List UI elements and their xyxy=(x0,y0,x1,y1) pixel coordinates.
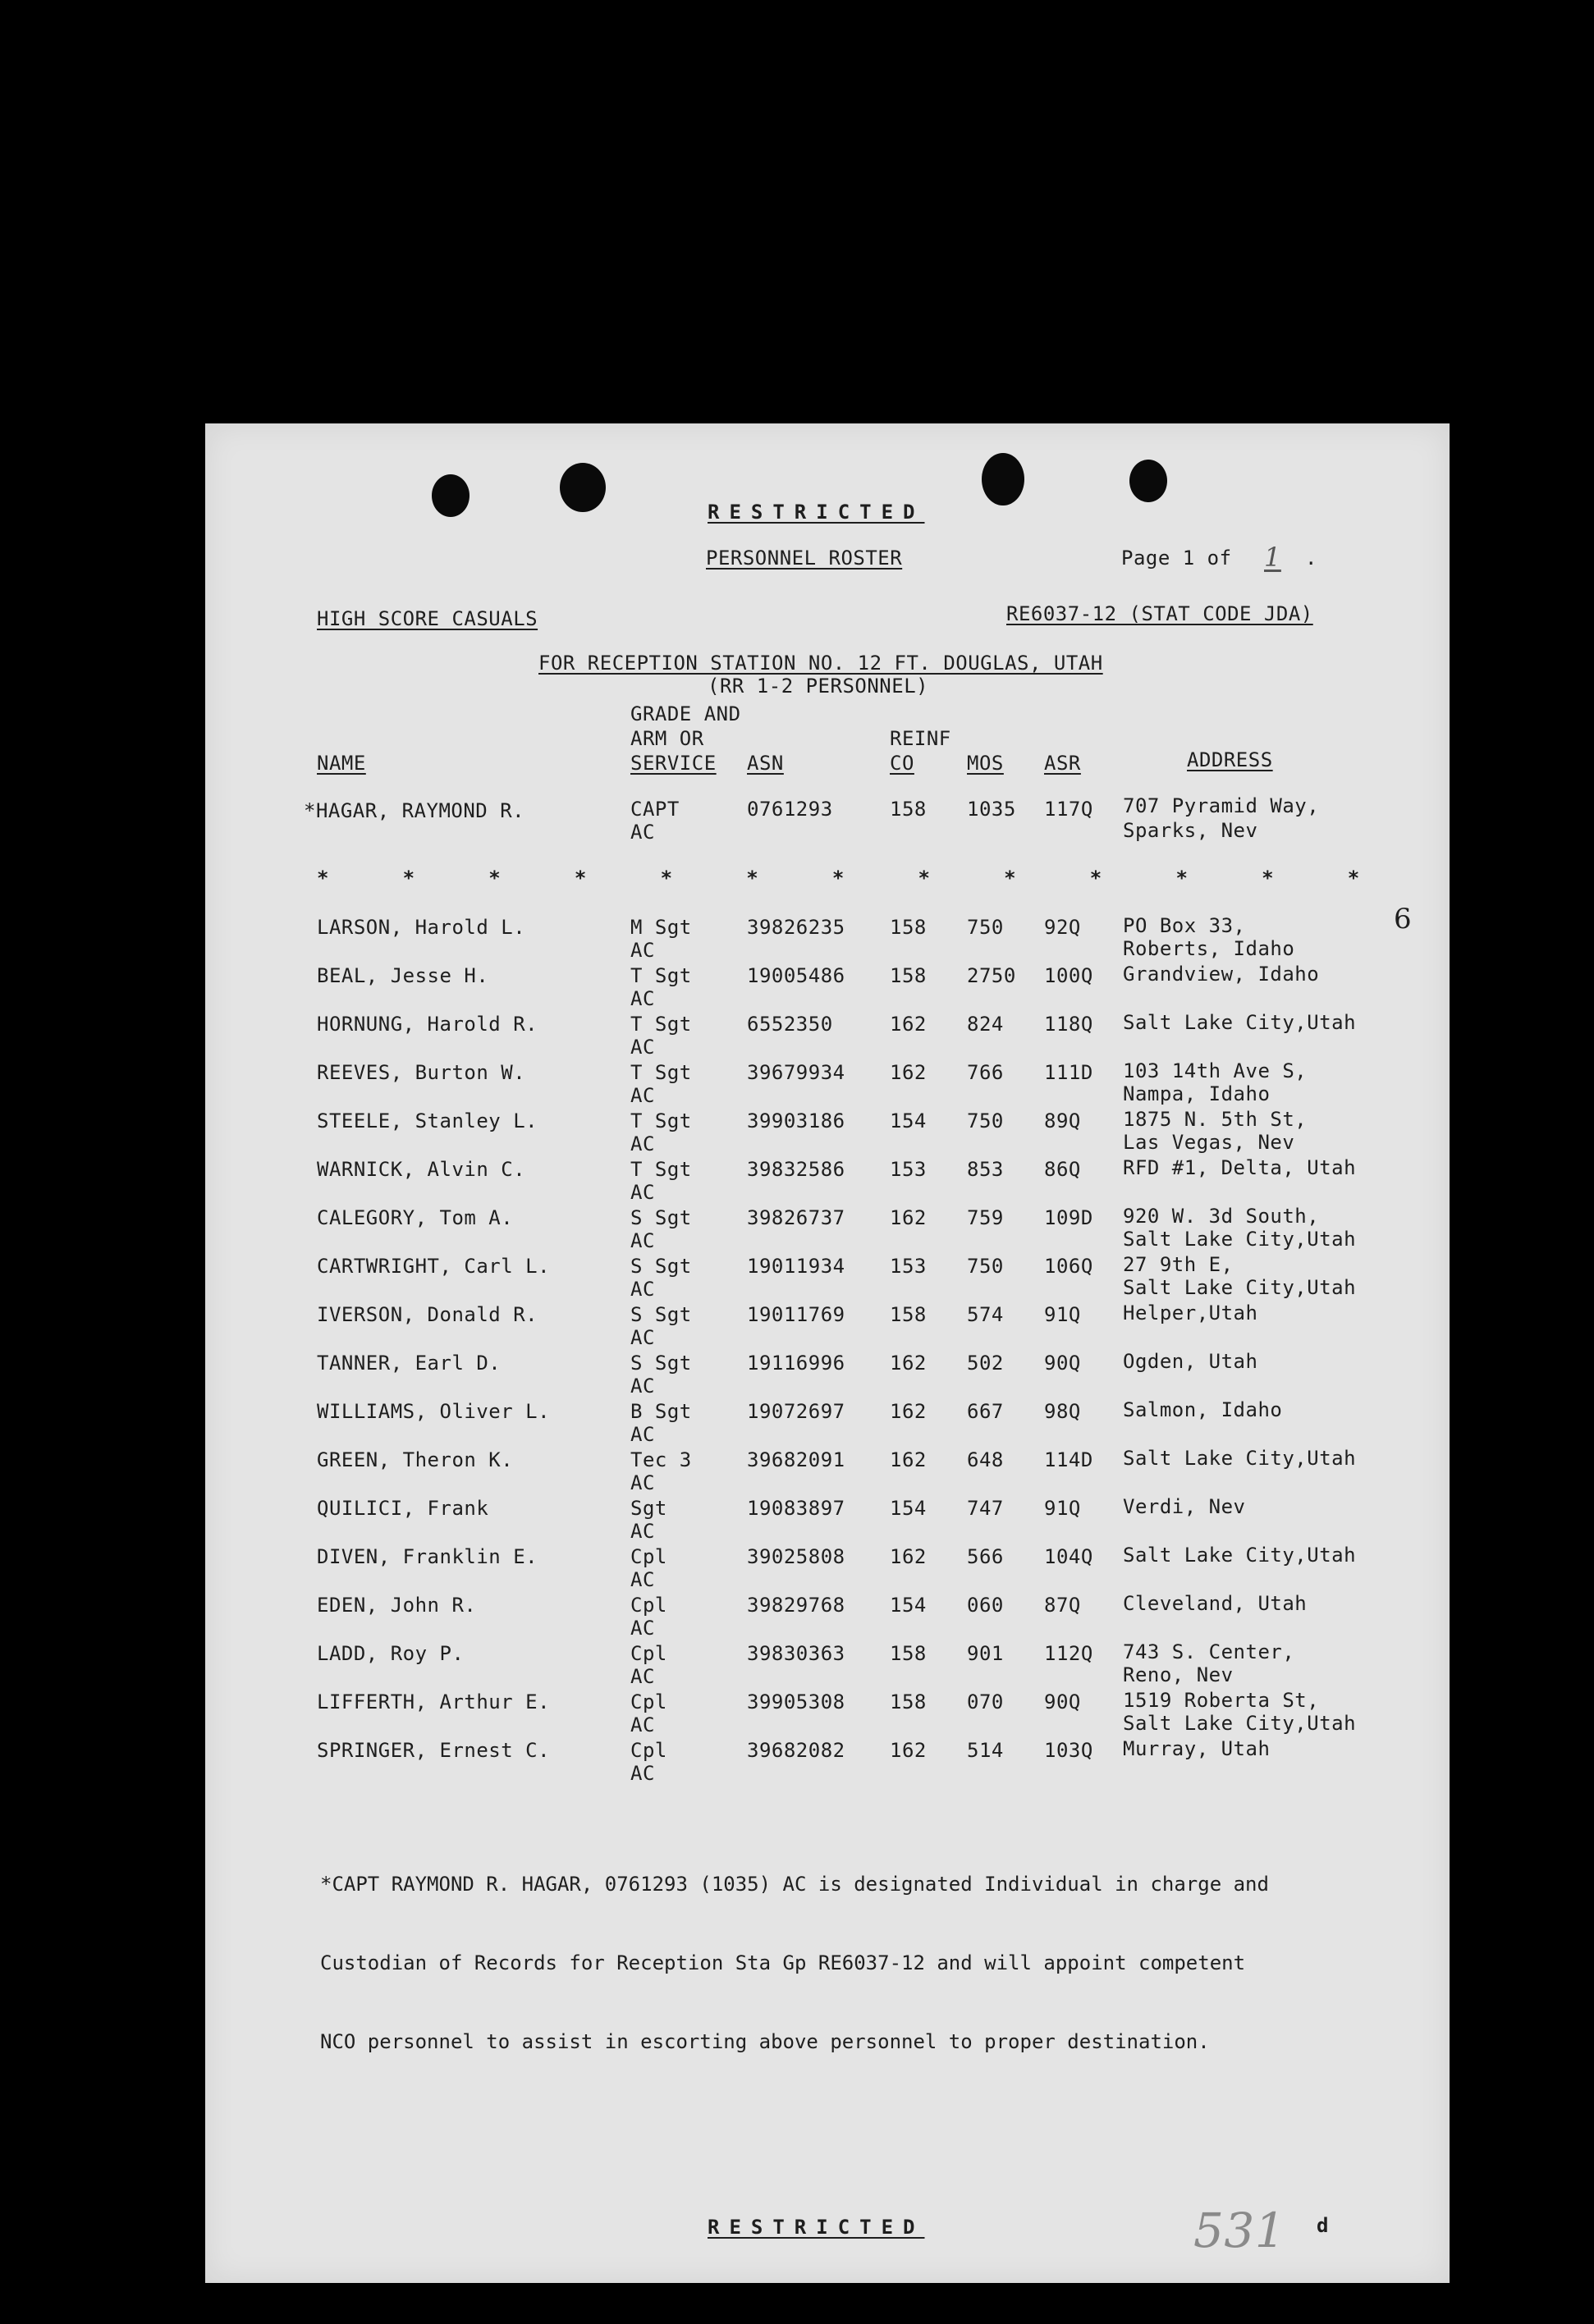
cell-co: 162 xyxy=(890,1061,927,1084)
cell-asn: 39826235 xyxy=(747,916,845,939)
cell-asn: 19072697 xyxy=(747,1400,845,1423)
cell-arm: AC xyxy=(630,1278,655,1301)
cell-addr2: Reno, Nev xyxy=(1123,1663,1234,1686)
separator: * * * * * * * * * * * * * xyxy=(317,867,1360,890)
cell-asr: 103Q xyxy=(1044,1739,1093,1762)
cell-asr: 90Q xyxy=(1044,1690,1081,1713)
cell-asn: 39826737 xyxy=(747,1206,845,1229)
footnote-line-3: NCO personnel to assist in escorting above personnel to proper destination. xyxy=(320,2030,1210,2053)
cell-arm: AC xyxy=(630,1713,655,1736)
cell-addr1: Murray, Utah xyxy=(1123,1737,1271,1760)
col-reinf-1: REINF xyxy=(890,727,951,750)
cell-grade: Cpl xyxy=(630,1739,667,1762)
cell-co: 158 xyxy=(890,1303,927,1326)
officer-asn: 0761293 xyxy=(747,798,833,821)
cell-mos: 648 xyxy=(967,1448,1004,1471)
col-grade-2: ARM OR xyxy=(630,727,704,750)
cell-mos: 750 xyxy=(967,1109,1004,1132)
punch-hole xyxy=(982,453,1024,506)
col-asr: ASR xyxy=(1044,752,1081,775)
cell-arm: AC xyxy=(630,1181,655,1204)
cell-co: 154 xyxy=(890,1109,927,1132)
cell-arm: AC xyxy=(630,939,655,962)
cell-asn: 19011934 xyxy=(747,1255,845,1278)
cell-grade: T Sgt xyxy=(630,1061,692,1084)
cell-mos: 853 xyxy=(967,1158,1004,1181)
punch-hole xyxy=(560,463,606,512)
officer-addr-1: 707 Pyramid Way, xyxy=(1123,794,1320,817)
cell-addr1: 103 14th Ave S, xyxy=(1123,1059,1308,1082)
cell-mos: 759 xyxy=(967,1206,1004,1229)
cell-name: DIVEN, Franklin E. xyxy=(317,1545,538,1568)
restricted-header: RESTRICTED xyxy=(708,501,925,524)
cell-mos: 070 xyxy=(967,1690,1004,1713)
cell-addr2: Salt Lake City,Utah xyxy=(1123,1228,1357,1251)
cell-arm: AC xyxy=(630,1326,655,1349)
cell-arm: AC xyxy=(630,1229,655,1252)
officer-asr: 117Q xyxy=(1044,798,1093,821)
col-grade-3: SERVICE xyxy=(630,752,717,775)
cell-co: 158 xyxy=(890,964,927,987)
cell-name: WARNICK, Alvin C. xyxy=(317,1158,526,1181)
cell-asn: 6552350 xyxy=(747,1013,833,1036)
cell-arm: AC xyxy=(630,1617,655,1640)
cell-arm: AC xyxy=(630,1423,655,1446)
cell-grade: Sgt xyxy=(630,1497,667,1520)
subtitle: (RR 1-2 PERSONNEL) xyxy=(708,675,929,698)
cell-addr1: Helper,Utah xyxy=(1123,1302,1258,1324)
cell-asn: 39903186 xyxy=(747,1109,845,1132)
cell-arm: AC xyxy=(630,1520,655,1543)
cell-mos: 667 xyxy=(967,1400,1004,1423)
cell-mos: 766 xyxy=(967,1061,1004,1084)
cell-grade: Tec 3 xyxy=(630,1448,692,1471)
cell-addr2: Salt Lake City,Utah xyxy=(1123,1712,1357,1735)
cell-arm: AC xyxy=(630,1762,655,1785)
cell-addr1: Salmon, Idaho xyxy=(1123,1398,1283,1421)
cell-grade: B Sgt xyxy=(630,1400,692,1423)
officer-mos: 1035 xyxy=(967,798,1016,821)
cell-addr1: 27 9th E, xyxy=(1123,1253,1234,1276)
cell-asn: 19011769 xyxy=(747,1303,845,1326)
cell-addr2: Salt Lake City,Utah xyxy=(1123,1276,1357,1299)
cell-addr1: Grandview, Idaho xyxy=(1123,963,1320,986)
cell-grade: T Sgt xyxy=(630,1013,692,1036)
cell-co: 162 xyxy=(890,1400,927,1423)
cell-co: 162 xyxy=(890,1739,927,1762)
cell-name: GREEN, Theron K. xyxy=(317,1448,514,1471)
cell-co: 162 xyxy=(890,1013,927,1036)
cell-asr: 112Q xyxy=(1044,1642,1093,1665)
cell-addr1: Cleveland, Utah xyxy=(1123,1592,1308,1615)
cell-name: CARTWRIGHT, Carl L. xyxy=(317,1255,551,1278)
officer-arm: AC xyxy=(630,821,655,844)
cell-asr: 89Q xyxy=(1044,1109,1081,1132)
cell-asr: 91Q xyxy=(1044,1497,1081,1520)
cell-mos: 747 xyxy=(967,1497,1004,1520)
cell-co: 162 xyxy=(890,1206,927,1229)
cell-name: QUILICI, Frank xyxy=(317,1497,489,1520)
cell-co: 158 xyxy=(890,916,927,939)
cell-asr: 87Q xyxy=(1044,1594,1081,1617)
cell-asn: 39025808 xyxy=(747,1545,845,1568)
cell-name: REEVES, Burton W. xyxy=(317,1061,526,1084)
cell-co: 154 xyxy=(890,1497,927,1520)
cell-mos: 901 xyxy=(967,1642,1004,1665)
cell-mos: 824 xyxy=(967,1013,1004,1036)
cell-name: EDEN, John R. xyxy=(317,1594,477,1617)
col-mos: MOS xyxy=(967,752,1004,775)
document-page xyxy=(205,423,1450,2283)
cell-name: WILLIAMS, Oliver L. xyxy=(317,1400,551,1423)
cell-arm: AC xyxy=(630,1665,655,1688)
cell-asn: 19005486 xyxy=(747,964,845,987)
cell-grade: T Sgt xyxy=(630,1158,692,1181)
stat-code: RE6037-12 (STAT CODE JDA) xyxy=(1006,602,1313,625)
cell-mos: 566 xyxy=(967,1545,1004,1568)
cell-asr: 106Q xyxy=(1044,1255,1093,1278)
cell-addr2: Roberts, Idaho xyxy=(1123,937,1295,960)
cell-mos: 502 xyxy=(967,1352,1004,1375)
cell-co: 162 xyxy=(890,1448,927,1471)
cell-asn: 19116996 xyxy=(747,1352,845,1375)
roster-title: PERSONNEL ROSTER xyxy=(706,547,903,570)
cell-co: 158 xyxy=(890,1690,927,1713)
cell-addr1: 1875 N. 5th St, xyxy=(1123,1108,1308,1131)
cell-grade: Cpl xyxy=(630,1545,667,1568)
cell-grade: T Sgt xyxy=(630,964,692,987)
cell-addr1: Ogden, Utah xyxy=(1123,1350,1258,1373)
cell-arm: AC xyxy=(630,1036,655,1059)
cell-arm: AC xyxy=(630,1084,655,1107)
cell-name: STEELE, Stanley L. xyxy=(317,1109,538,1132)
officer-co: 158 xyxy=(890,798,927,821)
cell-mos: 574 xyxy=(967,1303,1004,1326)
cell-arm: AC xyxy=(630,1375,655,1398)
cell-arm: AC xyxy=(630,1568,655,1591)
cell-co: 153 xyxy=(890,1255,927,1278)
stamp-number: 531 xyxy=(1193,2203,1286,2258)
page-count: 1 xyxy=(1264,542,1281,573)
cell-arm: AC xyxy=(630,987,655,1010)
col-asn: ASN xyxy=(747,752,784,775)
footnote-line-2: Custodian of Records for Reception Sta Gp RE6037-12 and will appoint competent xyxy=(320,1951,1246,1974)
cell-addr2: Las Vegas, Nev xyxy=(1123,1131,1295,1154)
station-line: FOR RECEPTION STATION NO. 12 FT. DOUGLAS, UTAH xyxy=(538,652,1103,675)
cell-asn: 39682082 xyxy=(747,1739,845,1762)
cell-name: LADD, Roy P. xyxy=(317,1642,465,1665)
cell-name: HORNUNG, Harold R. xyxy=(317,1013,538,1036)
cell-grade: S Sgt xyxy=(630,1303,692,1326)
cell-arm: AC xyxy=(630,1132,655,1155)
cell-addr1: Verdi, Nev xyxy=(1123,1495,1246,1518)
cell-name: TANNER, Earl D. xyxy=(317,1352,502,1375)
col-address: ADDRESS xyxy=(1187,748,1273,771)
cell-asn: 39682091 xyxy=(747,1448,845,1471)
restricted-footer: RESTRICTED xyxy=(708,2216,925,2239)
cell-mos: 2750 xyxy=(967,964,1016,987)
cell-addr1: 1519 Roberta St, xyxy=(1123,1689,1320,1712)
cell-grade: S Sgt xyxy=(630,1206,692,1229)
cell-asn: 39829768 xyxy=(747,1594,845,1617)
cell-asr: 114D xyxy=(1044,1448,1093,1471)
margin-note: 6 xyxy=(1394,903,1413,936)
cell-co: 162 xyxy=(890,1545,927,1568)
punch-hole xyxy=(1129,460,1167,502)
cell-asr: 90Q xyxy=(1044,1352,1081,1375)
col-name: NAME xyxy=(317,752,366,775)
cell-grade: S Sgt xyxy=(630,1255,692,1278)
officer-addr-2: Sparks, Nev xyxy=(1123,819,1258,842)
cell-addr1: Salt Lake City,Utah xyxy=(1123,1011,1357,1034)
cell-asn: 19083897 xyxy=(747,1497,845,1520)
cell-mos: 750 xyxy=(967,916,1004,939)
cell-grade: M Sgt xyxy=(630,916,692,939)
footnote-line-1: *CAPT RAYMOND R. HAGAR, 0761293 (1035) AC is designated Individual in charge and xyxy=(320,1873,1269,1896)
cell-mos: 750 xyxy=(967,1255,1004,1278)
cell-addr1: 920 W. 3d South, xyxy=(1123,1205,1320,1228)
cell-name: IVERSON, Donald R. xyxy=(317,1303,538,1326)
cell-asr: 111D xyxy=(1044,1061,1093,1084)
page-period: . xyxy=(1305,547,1317,570)
cell-asr: 98Q xyxy=(1044,1400,1081,1423)
cell-asr: 118Q xyxy=(1044,1013,1093,1036)
cell-asr: 104Q xyxy=(1044,1545,1093,1568)
cell-addr2: Nampa, Idaho xyxy=(1123,1082,1271,1105)
cell-grade: Cpl xyxy=(630,1690,667,1713)
cell-co: 162 xyxy=(890,1352,927,1375)
cell-name: SPRINGER, Ernest C. xyxy=(317,1739,551,1762)
cell-asr: 109D xyxy=(1044,1206,1093,1229)
cell-co: 154 xyxy=(890,1594,927,1617)
group-label: HIGH SCORE CASUALS xyxy=(317,607,538,630)
footnote xyxy=(320,1818,1387,2107)
officer-name: *HAGAR, RAYMOND R. xyxy=(304,799,525,822)
cell-asn: 39905308 xyxy=(747,1690,845,1713)
cell-grade: T Sgt xyxy=(630,1109,692,1132)
col-grade-1: GRADE AND xyxy=(630,702,741,725)
cell-asr: 92Q xyxy=(1044,916,1081,939)
cell-name: LARSON, Harold L. xyxy=(317,916,526,939)
col-reinf-2: CO xyxy=(890,752,914,775)
cell-asn: 39832586 xyxy=(747,1158,845,1181)
cell-mos: 514 xyxy=(967,1739,1004,1762)
cell-co: 153 xyxy=(890,1158,927,1181)
page-label: Page 1 of xyxy=(1121,547,1232,570)
cell-name: BEAL, Jesse H. xyxy=(317,964,489,987)
cell-grade: Cpl xyxy=(630,1594,667,1617)
cell-grade: S Sgt xyxy=(630,1352,692,1375)
cell-mos: 060 xyxy=(967,1594,1004,1617)
cell-name: LIFFERTH, Arthur E. xyxy=(317,1690,551,1713)
cell-asn: 39830363 xyxy=(747,1642,845,1665)
cell-name: CALEGORY, Tom A. xyxy=(317,1206,514,1229)
officer-grade: CAPT xyxy=(630,798,680,821)
cell-asr: 86Q xyxy=(1044,1158,1081,1181)
cell-addr1: PO Box 33, xyxy=(1123,914,1246,937)
cell-co: 158 xyxy=(890,1642,927,1665)
cell-addr1: 743 S. Center, xyxy=(1123,1640,1295,1663)
punch-hole xyxy=(432,474,469,517)
cell-arm: AC xyxy=(630,1471,655,1494)
cell-grade: Cpl xyxy=(630,1642,667,1665)
cell-asr: 100Q xyxy=(1044,964,1093,987)
cell-asr: 91Q xyxy=(1044,1303,1081,1326)
cell-asn: 39679934 xyxy=(747,1061,845,1084)
cell-addr1: Salt Lake City,Utah xyxy=(1123,1544,1357,1567)
cell-addr1: RFD #1, Delta, Utah xyxy=(1123,1156,1357,1179)
stamp-suffix: d xyxy=(1317,2214,1329,2237)
cell-addr1: Salt Lake City,Utah xyxy=(1123,1447,1357,1470)
